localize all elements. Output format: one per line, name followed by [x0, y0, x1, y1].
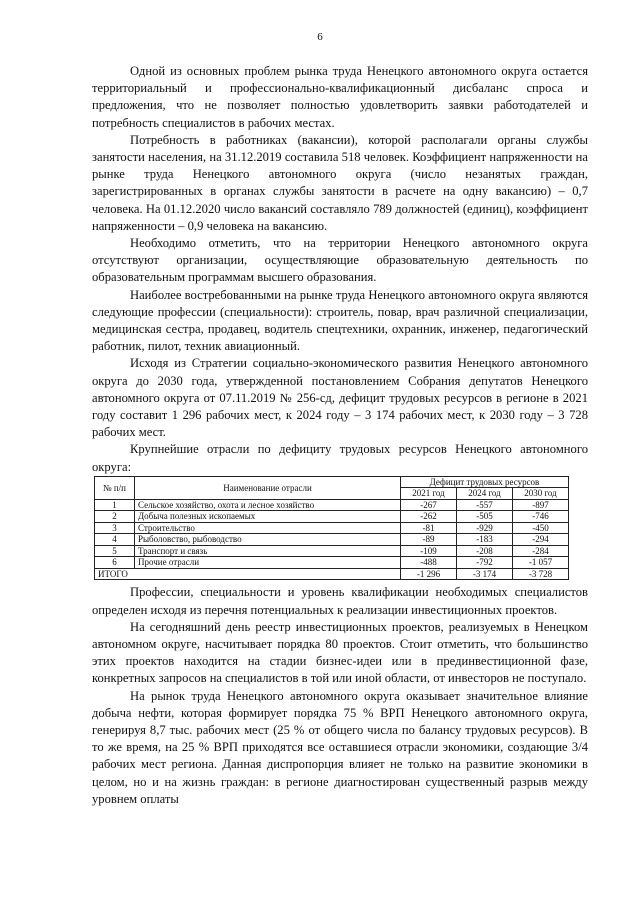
row-number: 1	[95, 499, 135, 511]
deficit-value: -109	[401, 545, 457, 557]
page-number: 6	[317, 31, 323, 43]
industry-name: Транспорт и связь	[135, 545, 401, 557]
deficit-value: -897	[513, 499, 569, 511]
table-row	[95, 545, 569, 557]
deficit-value: -929	[457, 522, 513, 534]
deficit-value: -183	[457, 534, 513, 546]
column-header-year: 2030 год	[513, 488, 569, 500]
paragraph: Профессии, специальности и уровень квалификации необходимых специалистов определен исходя из перечня потенциальных к реализации инвестиционных проектов.	[92, 585, 588, 617]
deficit-value: -89	[401, 534, 457, 546]
deficit-value: -294	[513, 534, 569, 546]
paragraph: На сегодняшний день реестр инвестиционных проектов, реализуемых в Ненецком автономном округе, насчитывает порядка 80 проектов. Стоит отметить, что большинство этих проектов находится на стадии бизнес-идеи или в прединвестиционной фазе, конкретных запросов на специалистов в той или иной области, от инвесторов не поступало.	[92, 619, 588, 686]
paragraph: Необходимо отметить, что на территории Ненецкого автономного округа отсутствуют организации, осуществляющие образовательную деятельность по образовательным программам высшего образования.	[92, 236, 588, 285]
column-header-year: 2024 год	[457, 488, 513, 500]
deficit-value: -557	[457, 499, 513, 511]
deficit-value: -284	[513, 545, 569, 557]
deficit-table	[94, 476, 569, 581]
column-header-industry: Наименование отрасли	[135, 476, 401, 499]
column-header-year: 2021 год	[401, 488, 457, 500]
industry-name: Сельское хозяйство, охота и лесное хозяйство	[135, 499, 401, 511]
document-body	[92, 63, 588, 808]
deficit-value: -746	[513, 511, 569, 523]
industry-name: Прочие отрасли	[135, 557, 401, 569]
total-value: -1 296	[401, 568, 457, 580]
paragraph: На рынок труда Ненецкого автономного округа оказывает значительное влияние добыча нефти, которая формирует порядка 75 % ВРП Ненецкого автономного округа, генерируя 8,7 тыс. рабочих мест (25 % от общего числа по балансу трудовых ресурсов). В то же время, на 25 % ВРП приходятся все оставшиеся отрасли экономики, создающие 3/4 рабочих мест региона. Данная диспропорция влияет не только на развитие экономики в целом, но и на жизнь граждан: в регионе диагностирован существенный разрыв между уровнем оплаты	[92, 688, 588, 806]
table-total-row	[95, 568, 569, 580]
row-number: 5	[95, 545, 135, 557]
column-header-number: № п/п	[95, 476, 135, 499]
deficit-value: -262	[401, 511, 457, 523]
deficit-value: -488	[401, 557, 457, 569]
total-value: -3 728	[513, 568, 569, 580]
column-header-deficit: Дефицит трудовых ресурсов	[401, 476, 569, 488]
deficit-value: -505	[457, 511, 513, 523]
paragraph: Исходя из Стратегии социально-экономического развития Ненецкого автономного округа до 2030 года, утвержденной постановлением Собрания депутатов Ненецкого автономного округа от 07.11.2019 № 256-сд, дефицит трудовых ресурсов в регионе в 2021 году составит 1 296 рабочих мест, к 2024 году – 3 174 рабочих мест, к 2030 году – 3 728 рабочих мест.	[92, 356, 588, 440]
table-row	[95, 522, 569, 534]
row-number: 4	[95, 534, 135, 546]
deficit-value: -1 057	[513, 557, 569, 569]
deficit-value: -450	[513, 522, 569, 534]
total-label: ИТОГО	[95, 568, 401, 580]
industry-name: Добыча полезных ископаемых	[135, 511, 401, 523]
row-number: 2	[95, 511, 135, 523]
deficit-value: -267	[401, 499, 457, 511]
table-row	[95, 557, 569, 569]
table-row	[95, 511, 569, 523]
table-row	[95, 534, 569, 546]
paragraph: Потребность в работниках (вакансии), которой располагали органы службы занятости населения, на 31.12.2019 составила 518 человек. Коэффициент напряженности на рынке труда Ненецкого автономного округа (число незанятых граждан, зарегистрированных в органах службы занятости в расчете на одну вакансию) – 0,7 человека. На 01.12.2020 число вакансий составляло 789 должностей (единиц), коэффициент напряженности – 0,9 человека на вакансию.	[92, 132, 588, 233]
industry-name: Рыболовство, рыбоводство	[135, 534, 401, 546]
table-row	[95, 499, 569, 511]
deficit-value: -81	[401, 522, 457, 534]
table-caption: Крупнейшие отрасли по дефициту трудовых ресурсов Ненецкого автономного округа:	[92, 442, 588, 474]
paragraph: Одной из основных проблем рынка труда Ненецкого автономного округа остается территориальный и профессионально-квалификационный дисбаланс спроса и предложения, что не позволяет полностью удовлетворить заявки работодателей и потребность специалистов в рабочих местах.	[92, 64, 588, 130]
paragraph: Наиболее востребованными на рынке труда Ненецкого автономного округа являются следующие профессии (специальности): строитель, повар, врач различной специализации, медицинская сестра, продавец, водитель спецтехники, охранник, инженер, педагогический работник, пилот, техник авиационный.	[92, 287, 588, 354]
deficit-value: -792	[457, 557, 513, 569]
total-value: -3 174	[457, 568, 513, 580]
deficit-value: -208	[457, 545, 513, 557]
row-number: 6	[95, 557, 135, 569]
industry-name: Строительство	[135, 522, 401, 534]
row-number: 3	[95, 522, 135, 534]
